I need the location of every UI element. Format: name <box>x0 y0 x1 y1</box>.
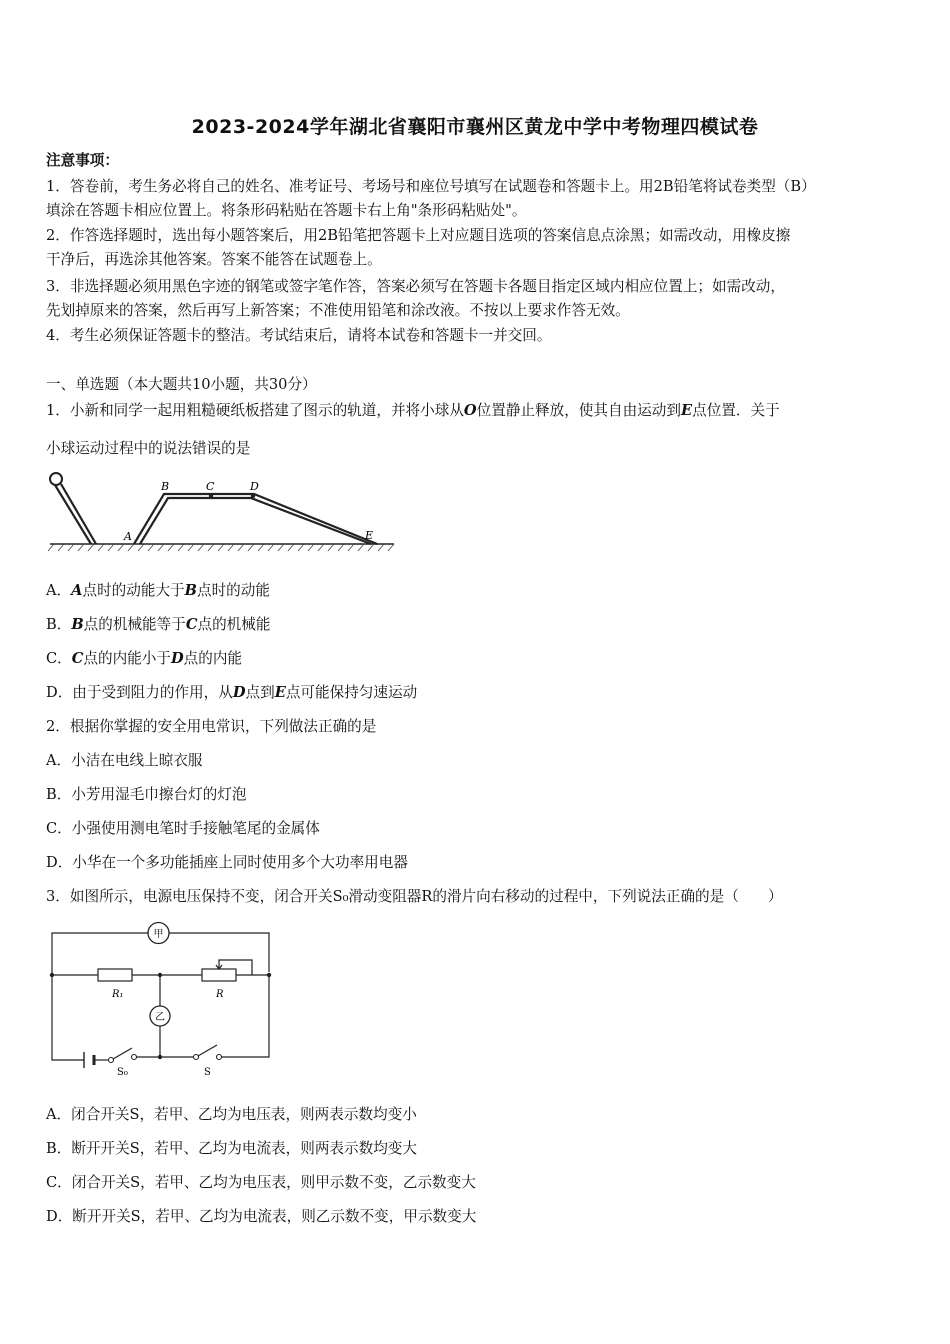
q2-option-c[interactable]: C．小强使用测电笔时手接触笔尾的金属体 <box>46 820 320 837</box>
q2-option-a[interactable]: A．小洁在电线上晾衣服 <box>46 752 203 769</box>
q1-option-b[interactable]: B．B点的机械能等于C点的机械能 <box>46 616 271 633</box>
r-label: R <box>216 989 224 1000</box>
notice-line: 3．非选择题必须用黑色字迹的钢笔或签字笔作答，答案必须写在答题卡各题目指定区域内相应位置上；如需改动， <box>46 278 785 295</box>
circuit-figure <box>44 920 284 1080</box>
switch-s <box>198 1045 217 1056</box>
ball <box>50 473 62 485</box>
point-e-label: E <box>365 529 374 542</box>
q1-option-d[interactable]: D．由于受到阻力的作用，从D点到E点可能保持匀速运动 <box>46 684 418 701</box>
q1-stem: 1．小新和同学一起用粗糙硬纸板搭建了图示的轨道，并将小球从O位置静止释放，使其自由运动到E点位置．关于 <box>46 402 780 419</box>
meter-yi-label: 乙 <box>155 1012 165 1023</box>
notice-line: 填涂在答题卡相应位置上。将条形码粘贴在答题卡右上角"条形码粘贴处"。 <box>46 202 527 219</box>
notice-line: 4．考生必须保证答题卡的整洁。考试结束后，请将本试卷和答题卡一并交回。 <box>46 327 552 344</box>
s-label: S <box>204 1067 211 1078</box>
s0-label: S₀ <box>117 1067 128 1078</box>
notice-line: 2．作答选择题时，选出每小题答案后，用2B铅笔把答题卡上对应题目选项的答案信息点涂黑；如需改动，用橡皮擦 <box>46 227 791 244</box>
point-a-label: A <box>124 530 132 543</box>
q3-option-c[interactable]: C．闭合开关S，若甲、乙均为电压表，则甲示数不变，乙示数变大 <box>46 1174 476 1191</box>
q3-option-a[interactable]: A．闭合开关S，若甲、乙均为电压表，则两表示数均变小 <box>46 1106 417 1123</box>
track-figure <box>44 466 404 556</box>
q1-option-c[interactable]: C．C点的内能小于D点的内能 <box>46 650 243 667</box>
rheostat-r <box>202 969 236 981</box>
q3-option-d[interactable]: D．断开开关S，若甲、乙均为电流表，则乙示数不变，甲示数变大 <box>46 1208 477 1225</box>
switch-s0 <box>113 1048 132 1059</box>
resistor-r1 <box>98 969 132 981</box>
page-title: 2023-2024学年湖北省襄阳市襄州区黄龙中学中考物理四模试卷 <box>191 116 759 138</box>
notice-line: 先划掉原来的答案，然后再写上新答案；不准使用铅笔和涂改液。不按以上要求作答无效。 <box>46 302 630 319</box>
r1-label: R₁ <box>112 989 124 1000</box>
q1-option-a[interactable]: A．A点时的动能大于B点时的动能 <box>46 582 270 599</box>
section-heading: 一、单选题（本大题共10小题，共30分） <box>46 376 317 393</box>
notice-heading: 注意事项： <box>46 152 119 169</box>
q2-option-b[interactable]: B．小芳用湿毛巾擦台灯的灯泡 <box>46 786 247 803</box>
point-c-label: C <box>206 480 215 493</box>
q2-stem: 2．根据你掌握的安全用电常识，下列做法正确的是 <box>46 718 377 735</box>
meter-jia-label: 甲 <box>153 929 164 940</box>
q1-stem-2: 小球运动过程中的说法错误的是 <box>46 440 251 457</box>
q3-stem: 3．如图所示，电源电压保持不变，闭合开关S₀滑动变阻器R的滑片向右移动的过程中，下列说法正确的是（ ） <box>46 888 783 905</box>
q2-option-d[interactable]: D．小华在一个多功能插座上同时使用多个大功率用电器 <box>46 854 408 871</box>
track <box>55 484 377 544</box>
point-d-label: D <box>250 480 259 493</box>
q3-option-b[interactable]: B．断开开关S，若甲、乙均为电流表，则两表示数均变大 <box>46 1140 417 1157</box>
notice-line: 1．答卷前，考生务必将自己的姓名、准考证号、考场号和座位号填写在试题卷和答题卡上。用2B铅笔将试卷类型（B） <box>46 178 816 195</box>
notice-line: 干净后，再选涂其他答案。答案不能答在试题卷上。 <box>46 251 382 268</box>
point-b-label: B <box>161 480 170 493</box>
